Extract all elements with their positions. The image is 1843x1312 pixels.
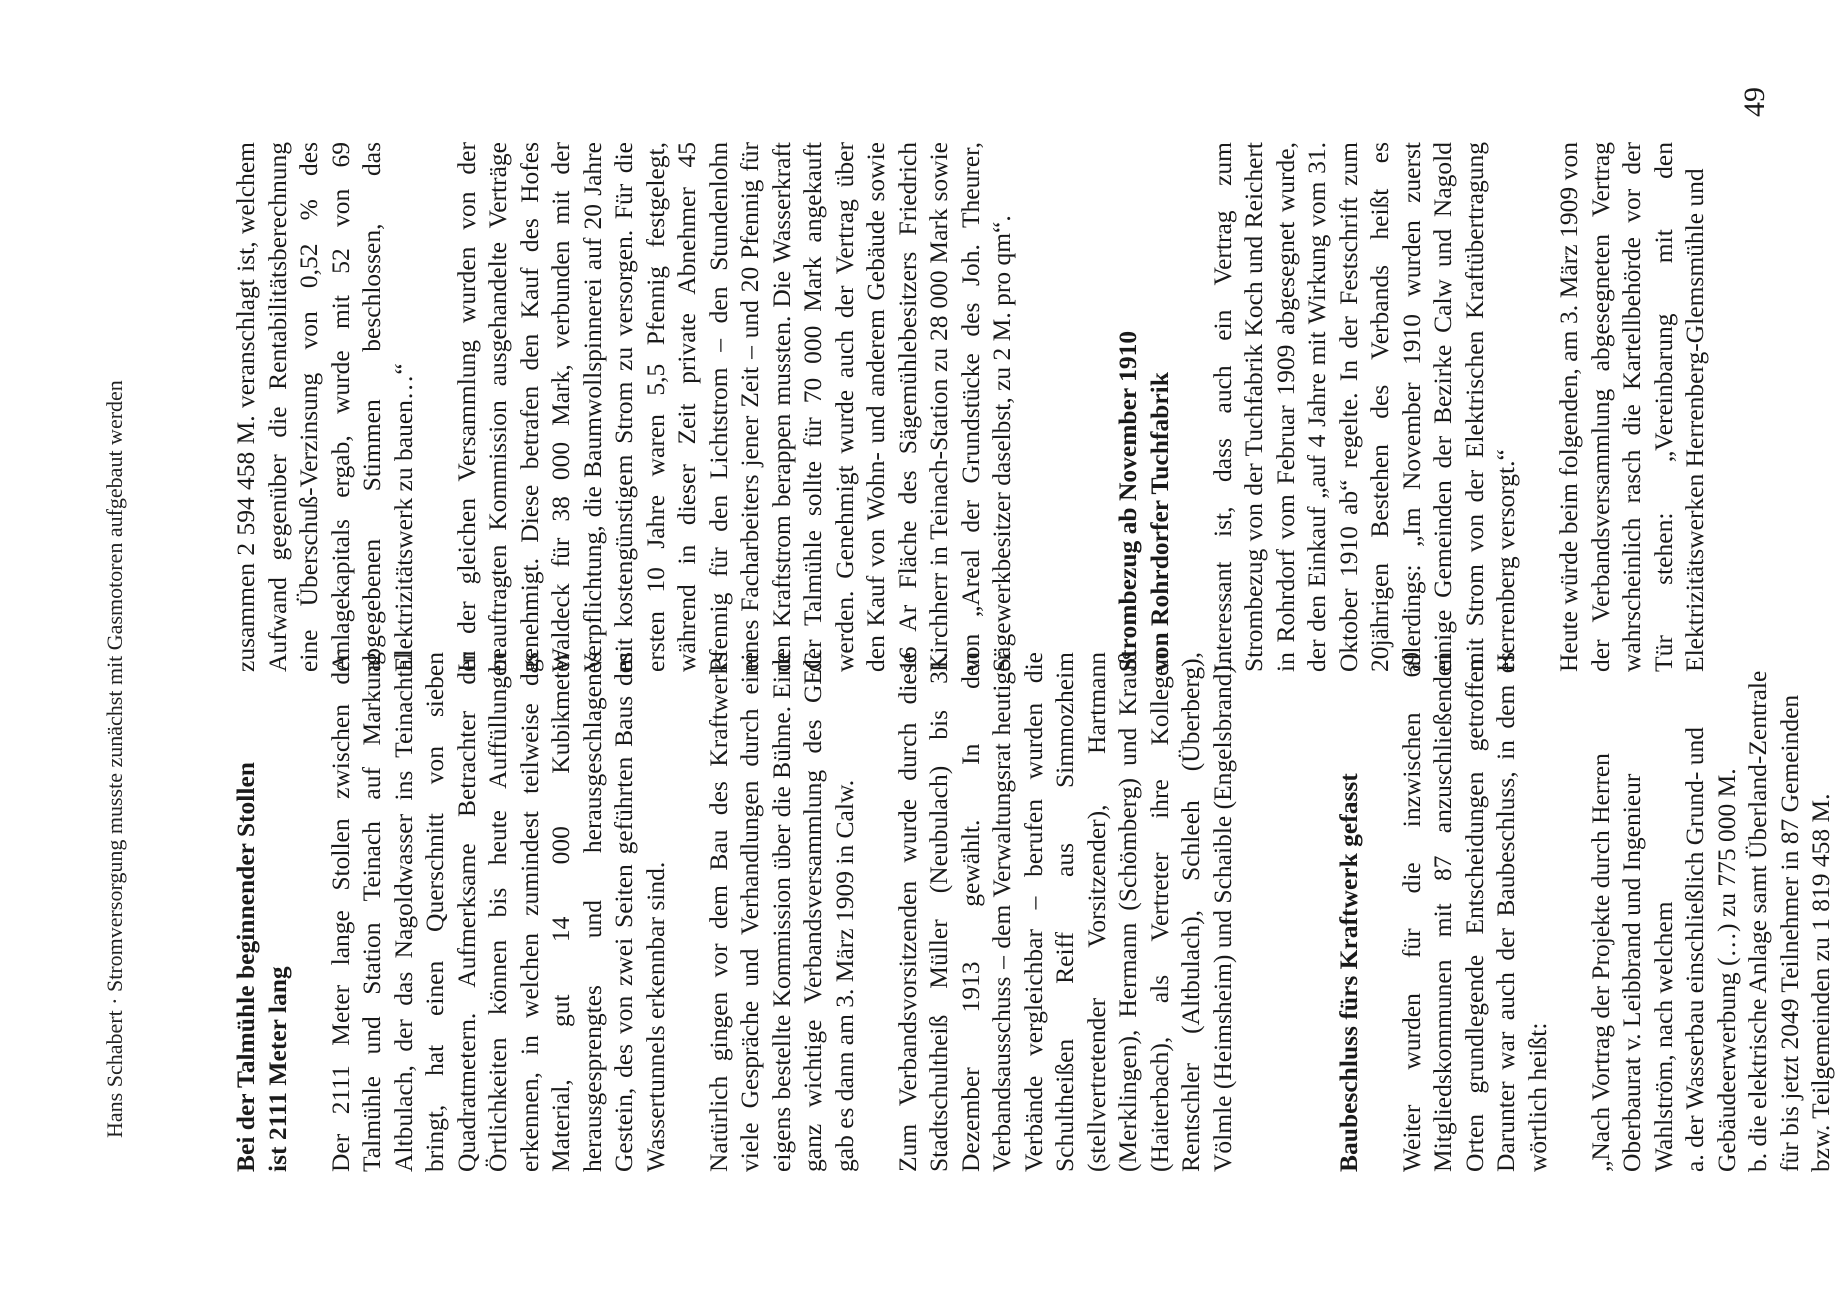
paragraph: Natürlich gingen vor dem Bau des Kraftwerks viele Gespräche und Verhandlungen durch eine eigens bestellte Kommission über die Bühne. Eine ganz wichtige Verbandsversammlung des GEC gab es dann am 3. März 1909 in Calw.: [703, 652, 859, 1172]
paragraph: Weiter wurden für die inzwischen 69 Mitgliedskommunen mit 87 anzuschließenden Orten grundlegende Entscheidungen getroffen. Darunter war auch der Baubeschluss, in dem es wörtlich heißt:: [1396, 652, 1552, 1172]
spacer: [1049, 142, 1112, 672]
paragraph: Der 2111 Meter lange Stollen zwischen der Talmühle und Station Teinach auf Markung Altbulach, der das Nagoldwasser ins Teinachtal bringt, hat einen Querschnitt von sieben Quadratmetern. Aufmerksame Betrachter der Örtlichkeiten können bis heute Auffüllungen erkennen, in welchen zumindest teilweise das Material, gut 14 000 Kubikmeter herausgesprengtes und herausgeschlagenes Gestein, des von zwei Seiten geführten Baus des Wassertunnels erkennbar sind.: [325, 652, 670, 1172]
right-column: [230, 142, 1742, 672]
quote-intro: „Nach Vortrag der Projekte durch Herren Oberbaurat v. Leibbrand und Ingenieur Wahlström, nach welchem: [1585, 753, 1678, 1172]
section-heading-strombezug: [1112, 142, 1175, 672]
paragraph: Interessant ist, dass auch ein Vertrag zum Strombezug von der Tuchfabrik Koch und Reichert in Rohrdorf vom Februar 1909 abgesegnet wurde, der den Einkauf „auf 4 Jahre mit Wirkung vom 31. Oktober 1910 ab“ regelte. In der Festschrift zum 20jährigen Bestehen des Verbands heißt es allerdings: „Im November 1910 wurden zuerst einige Gemeinden der Bezirke Calw und Nagold mit Strom von der Elektrischen Kraftübertragung Herrenberg versorgt.“: [1207, 142, 1520, 672]
heading-line: von Rohrdorfer Tuchfabrik: [1144, 372, 1174, 672]
heading-line: Bei der Talmühle beginnender Stollen: [231, 762, 260, 1172]
section-heading-stollen: [230, 652, 293, 1172]
list-item-a: a. der Wasserbau einschließlich Grund- und Gebäudeerwerbung (…) zu 775 000 M.: [1680, 726, 1741, 1172]
paragraph: zusammen 2 594 458 M. veranschlagt ist, welchem Aufwand gegenüber die Rentabilitätsberechnung eine Überschuß-Verzinsung von 0,52 % des Anlagekapitals ergab, wurde mit 52 von 69 abgegebenen Stimmen beschlossen, das Elektrizitätswerk zu bauen…“: [231, 142, 418, 672]
spacer: [1270, 652, 1333, 1172]
heading-line: ist 2111 Meter lang: [262, 966, 292, 1172]
left-column: [230, 652, 1837, 1172]
page-number: 49: [1738, 87, 1771, 117]
running-head: Hans Schabert · Stromversorgung musste zunächst mit Gasmotoren aufgebaut werden: [102, 380, 127, 1138]
paragraph: Zum Verbandsvorsitzenden wurde durch diese Stadtschultheiß Müller (Neubulach) bis 31. Dezember 1913 gewählt. In den Verbandsausschuss – dem Verwaltungsrat heutiger Verbände vergleichbar – berufen wurden die Schultheißen Reiff aus Simmozheim (stellvertretender Vorsitzender), Hartmann (Merklingen), Hermann (Schömberg) und Krauß (Haiterbach), als Vertreter ihre Kollegen Rentschler (Altbulach), Schleeh (Überberg), Völmle (Heimsheim) und Schaible (Engelsbrand).: [892, 652, 1237, 1172]
heading-line: Strombezug ab November 1910: [1113, 330, 1142, 672]
paragraph: Heute würde beim folgenden, am 3. März 1909 von der Verbandsversammlung abgesegneten Vertrag wahrscheinlich rasch die Kartellbehörde vor der Tür stehen: „Vereinbarung mit den Elektrizitätswerken Herrenberg-Glemsmühle und: [1554, 142, 1709, 672]
section-heading-baubeschluss: Baubeschluss fürs Kraftwerk gefasst: [1333, 773, 1363, 1172]
list-item-b: b. die elektrische Anlage samt Überland-Zentrale für bis jetzt 2049 Teilnehmer in 87 Gemeinden bzw. Teilgemeinden zu 1 819 458 M.: [1743, 670, 1835, 1172]
paragraph: In der gleichen Versammlung wurden von der beauftragten Kommission ausgehandelte Verträge genehmigt. Diese betrafen den Kauf des Hofes Waldeck für 38 000 Mark, verbunden mit der Verpflichtung, die Baumwollspinnerei auf 20 Jahre mit kostengünstigem Strom zu versorgen. Für die ersten 10 Jahre waren 5,5 Pfennig festgelegt, während in dieser Zeit private Abnehmer 45 Pfennig für den Lichtstrom – den Stundenlohn eines Facharbeiters jener Zeit – und 20 Pfennig für den Kraftstrom berappen mussten. Die Wasserkraft der Talmühle sollte für 70 000 Mark angekauft werden. Genehmigt wurde auch der Vertrag über den Kauf von Wohn- und anderem Gebäude sowie 16 Ar Fläche des Sägemühlebesitzers Friedrich Kirchherr in Teinach-Station zu 28 000 Mark sowie von „Areal der Grundstücke des Joh. Theurer, Sägewerkbesitzer daselbst, zu 2 M. pro qm“.: [451, 142, 1016, 672]
